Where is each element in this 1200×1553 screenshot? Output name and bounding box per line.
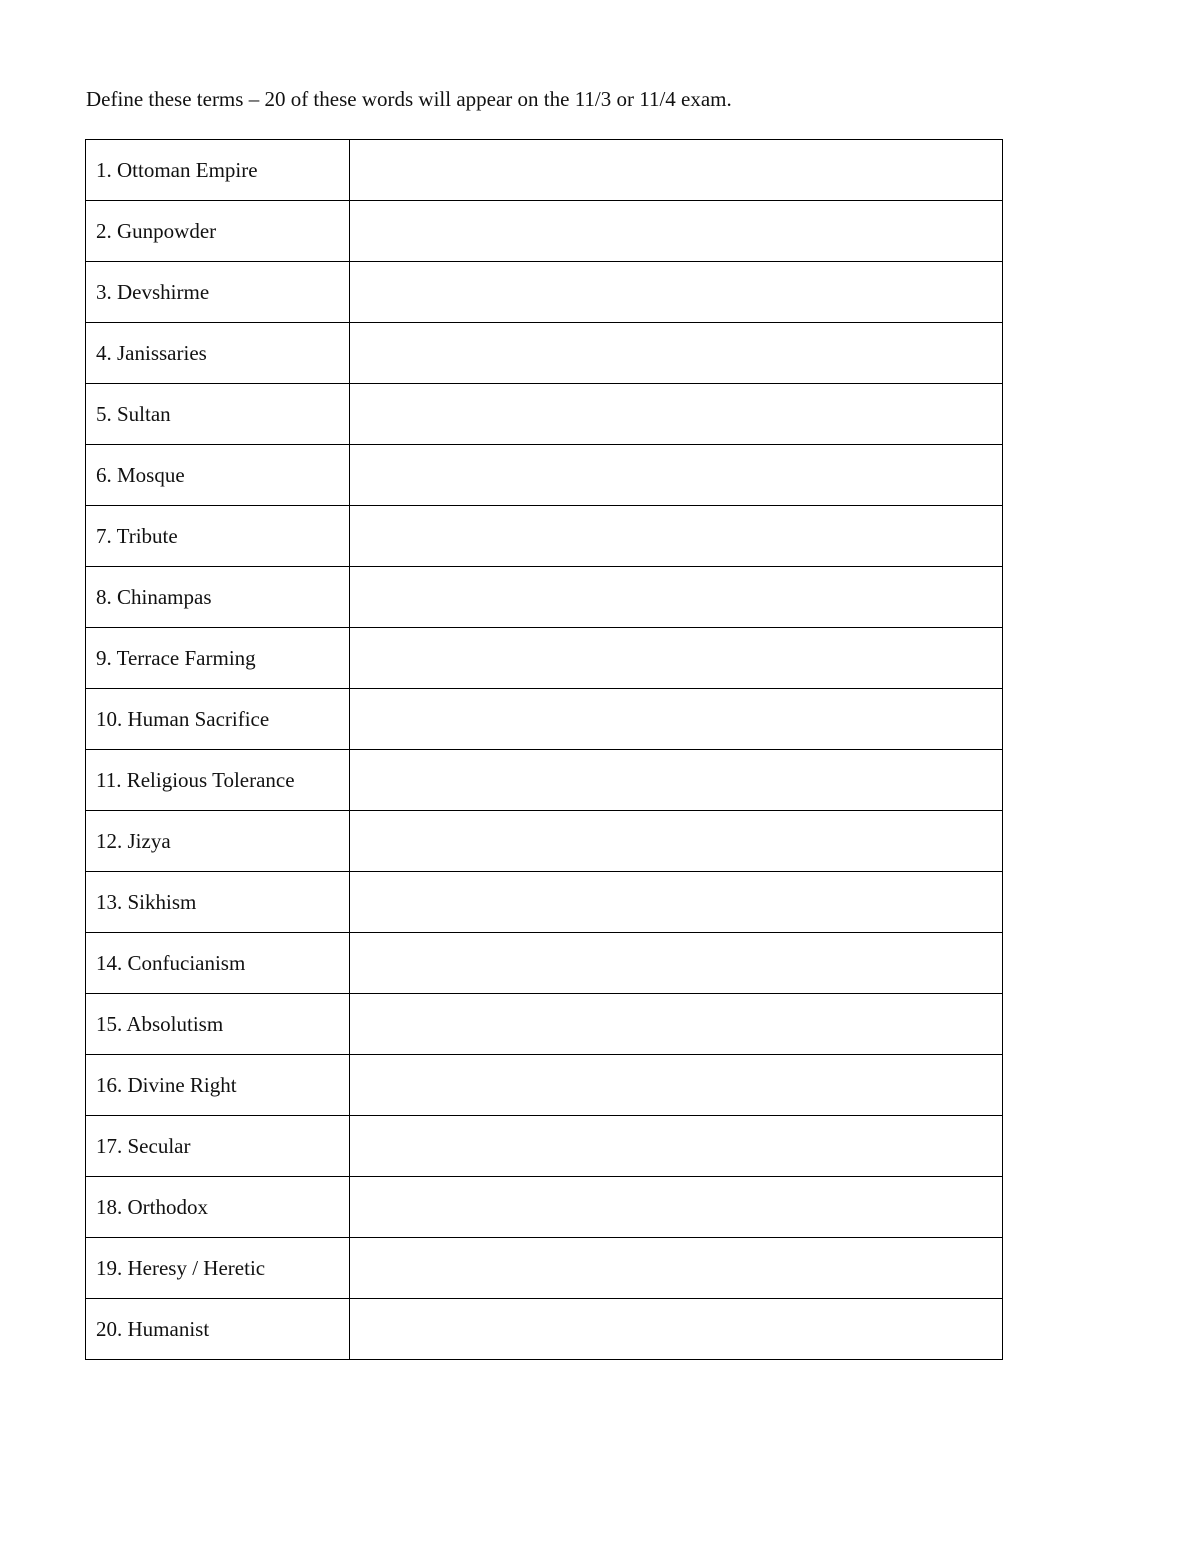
table-row bbox=[86, 750, 1003, 811]
term-cell: 16. Divine Right bbox=[86, 1055, 350, 1116]
definition-cell bbox=[350, 1116, 1003, 1177]
term-cell: 4. Janissaries bbox=[86, 323, 350, 384]
table-row bbox=[86, 1238, 1003, 1299]
table-row bbox=[86, 567, 1003, 628]
table-row bbox=[86, 872, 1003, 933]
table-row bbox=[86, 445, 1003, 506]
definition-cell bbox=[350, 750, 1003, 811]
term-cell: 7. Tribute bbox=[86, 506, 350, 567]
definition-cell bbox=[350, 140, 1003, 201]
terms-table bbox=[85, 139, 1003, 1360]
table-row bbox=[86, 994, 1003, 1055]
term-cell: 10. Human Sacrifice bbox=[86, 689, 350, 750]
term-cell: 9. Terrace Farming bbox=[86, 628, 350, 689]
definition-cell bbox=[350, 1177, 1003, 1238]
definition-cell bbox=[350, 262, 1003, 323]
table-row bbox=[86, 384, 1003, 445]
term-cell: 14. Confucianism bbox=[86, 933, 350, 994]
table-row bbox=[86, 201, 1003, 262]
definition-cell bbox=[350, 323, 1003, 384]
table-row bbox=[86, 262, 1003, 323]
terms-table-body bbox=[86, 140, 1003, 1360]
table-row bbox=[86, 933, 1003, 994]
definition-cell bbox=[350, 201, 1003, 262]
definition-cell bbox=[350, 567, 1003, 628]
definition-cell bbox=[350, 1055, 1003, 1116]
table-row bbox=[86, 689, 1003, 750]
definition-cell bbox=[350, 811, 1003, 872]
definition-cell bbox=[350, 689, 1003, 750]
term-cell: 17. Secular bbox=[86, 1116, 350, 1177]
definition-cell bbox=[350, 628, 1003, 689]
term-cell: 8. Chinampas bbox=[86, 567, 350, 628]
table-row bbox=[86, 1299, 1003, 1360]
term-cell: 12. Jizya bbox=[86, 811, 350, 872]
term-cell: 15. Absolutism bbox=[86, 994, 350, 1055]
term-cell: 18. Orthodox bbox=[86, 1177, 350, 1238]
term-cell: 11. Religious Tolerance bbox=[86, 750, 350, 811]
term-cell: 13. Sikhism bbox=[86, 872, 350, 933]
definition-cell bbox=[350, 872, 1003, 933]
definition-cell bbox=[350, 994, 1003, 1055]
term-cell: 6. Mosque bbox=[86, 445, 350, 506]
term-cell: 2. Gunpowder bbox=[86, 201, 350, 262]
instructions-text: Define these terms – 20 of these words will appear on the 11/3 or 11/4 exam. bbox=[86, 87, 732, 111]
definition-cell bbox=[350, 1238, 1003, 1299]
table-row bbox=[86, 1116, 1003, 1177]
definition-cell bbox=[350, 506, 1003, 567]
table-row bbox=[86, 506, 1003, 567]
term-cell: 5. Sultan bbox=[86, 384, 350, 445]
table-row bbox=[86, 323, 1003, 384]
table-row bbox=[86, 628, 1003, 689]
table-row bbox=[86, 1177, 1003, 1238]
definition-cell bbox=[350, 933, 1003, 994]
term-cell: 19. Heresy / Heretic bbox=[86, 1238, 350, 1299]
definition-cell bbox=[350, 384, 1003, 445]
table-row bbox=[86, 140, 1003, 201]
definition-cell bbox=[350, 445, 1003, 506]
term-cell: 3. Devshirme bbox=[86, 262, 350, 323]
term-cell: 20. Humanist bbox=[86, 1299, 350, 1360]
table-row bbox=[86, 1055, 1003, 1116]
term-cell: 1. Ottoman Empire bbox=[86, 140, 350, 201]
definition-cell bbox=[350, 1299, 1003, 1360]
table-row bbox=[86, 811, 1003, 872]
